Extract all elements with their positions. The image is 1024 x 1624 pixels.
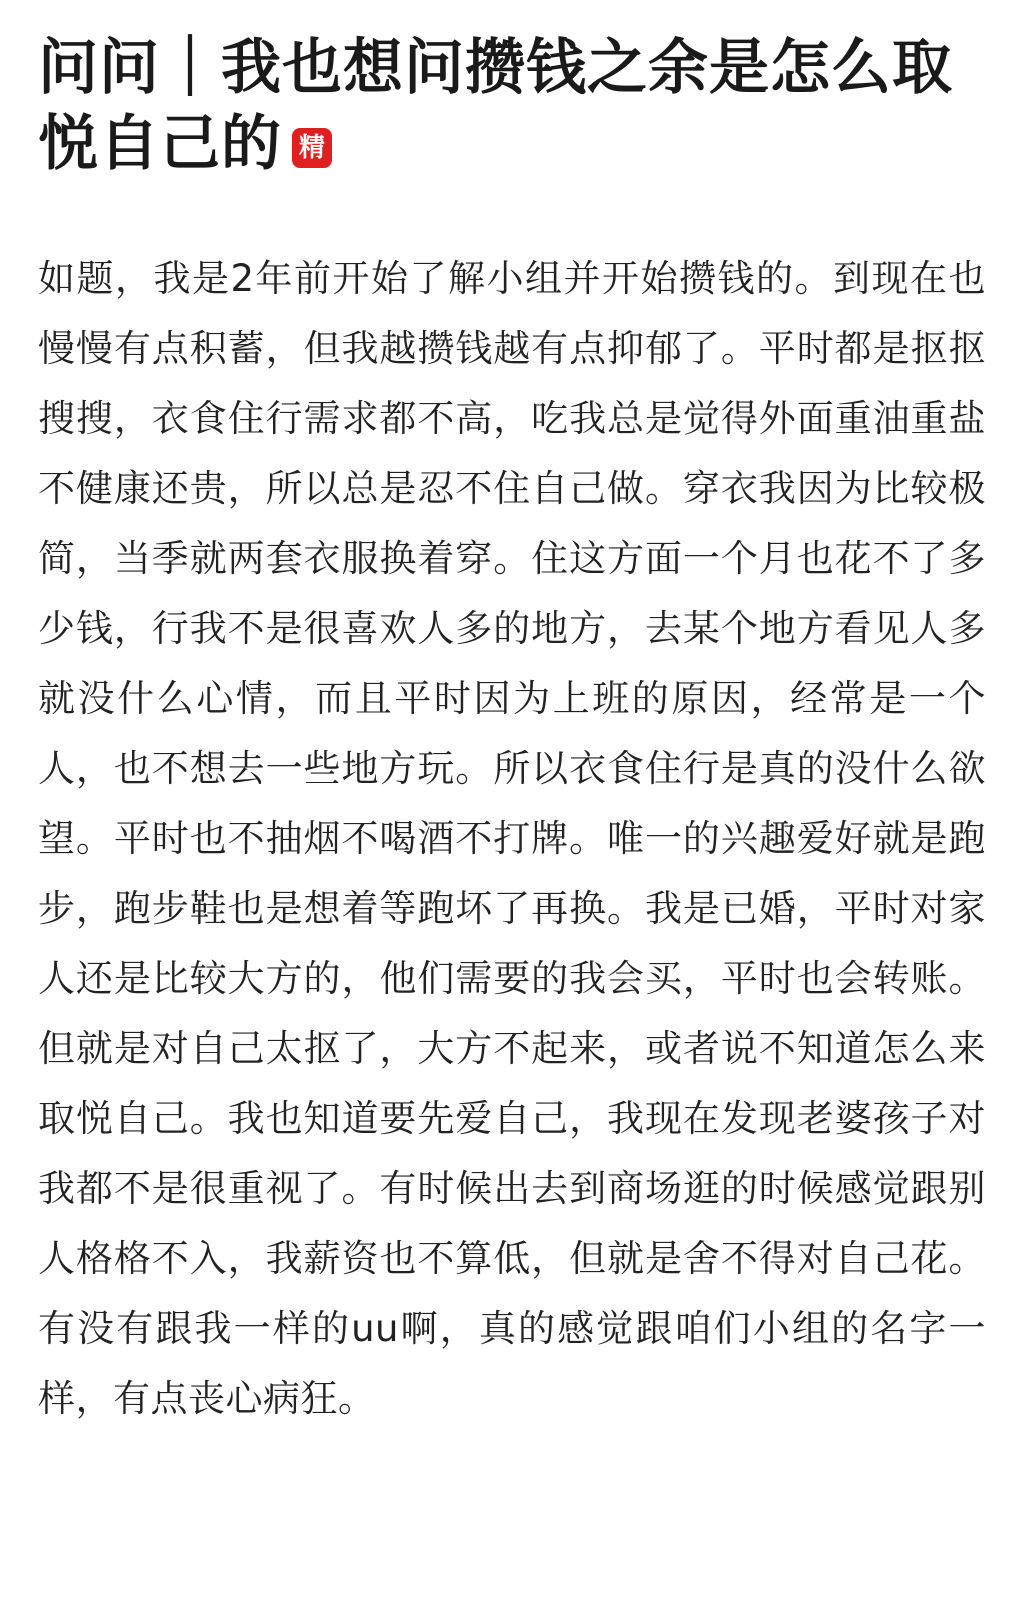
featured-badge: 精 <box>292 128 332 168</box>
post-title-text: 问问｜我也想问攒钱之余是怎么取悦自己的 <box>38 33 953 179</box>
post-container <box>38 30 986 1434</box>
post-title <box>38 30 986 182</box>
post-body: 如题，我是2年前开始了解小组并开始攒钱的。到现在也慢慢有点积蓄，但我越攒钱越有点抑郁了。平时都是抠抠搜搜，衣食住行需求都不高，吃我总是觉得外面重油重盐不健康还贵，所以总是忍不住自己做。穿衣我因为比较极简，当季就两套衣服换着穿。住这方面一个月也花不了多少钱，行我不是很喜欢人多的地方，去某个地方看见人多就没什么心情，而且平时因为上班的原因，经常是一个人，也不想去一些地方玩。所以衣食住行是真的没什么欲望。平时也不抽烟不喝酒不打牌。唯一的兴趣爱好就是跑步，跑步鞋也是想着等跑坏了再换。我是已婚，平时对家人还是比较大方的，他们需要的我会买，平时也会转账。但就是对自己太抠了，大方不起来，或者说不知道怎么来取悦自己。我也知道要先爱自己，我现在发现老婆孩子对我都不是很重视了。有时候出去到商场逛的时候感觉跟别人格格不入，我薪资也不算低，但就是舍不得对自己花。有没有跟我一样的uu啊，真的感觉跟咱们小组的名字一样，有点丧心病狂。 <box>38 257 986 1420</box>
